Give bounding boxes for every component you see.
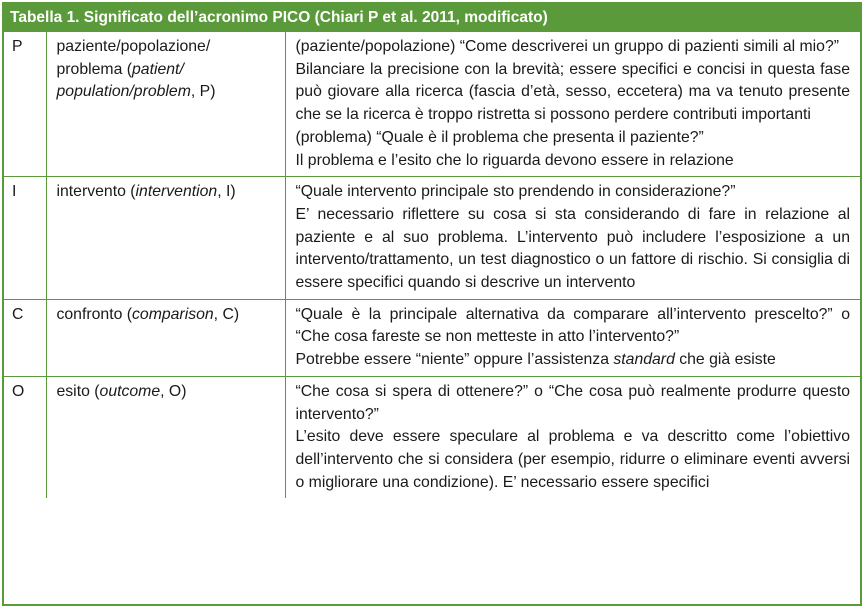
description-paragraph [296, 181, 851, 204]
row-letter: C [4, 299, 46, 376]
description-paragraph [296, 304, 851, 349]
description-paragraph [296, 349, 851, 372]
row-term [46, 376, 285, 498]
text-run: Bilanciare la precisione con la brevità; essere specifici e concisi in questa fase può giovare alla ricerca (fascia d’età, sesso, eccetera) ma va tenuto presente che se la ricerca è troppo ristretta si possono perdere contributi importanti [295, 60, 850, 124]
text-run: confronto ( [56, 305, 133, 323]
text-run: , I) [217, 183, 236, 201]
table-row [4, 177, 860, 300]
text-run: L’esito deve essere speculare al problema e va descritto come l’obiettivo dell’intervento che si considera (per esempio, ridurre o eliminare eventi avversi o migliorare una condizione). E’ necessario essere specifici [295, 428, 850, 491]
text-run: , C) [213, 305, 240, 323]
table-row [4, 299, 860, 376]
italic-text: comparison [132, 305, 214, 323]
row-letter: I [4, 177, 46, 300]
italic-text: intervention [135, 183, 218, 201]
text-run: intervento ( [56, 183, 136, 201]
row-term [46, 299, 285, 376]
table-caption: Tabella 1. Significato dell’acronimo PICO (Chiari P et al. 2011, modificato) [4, 4, 860, 32]
description-paragraph [296, 59, 851, 127]
pico-table [2, 2, 862, 606]
table-rows [4, 32, 860, 498]
text-run: che già esiste [674, 351, 776, 369]
table-row [4, 376, 860, 498]
description-paragraph [296, 426, 851, 494]
text-run: esito ( [56, 382, 100, 400]
row-description [285, 177, 860, 300]
italic-text: patient/ population/problem [56, 60, 191, 101]
row-term [46, 32, 285, 177]
text-run: “Che cosa si spera di ottenere?” o “Che cosa può realmente produrre questo intervento?” [295, 382, 850, 423]
description-paragraph [296, 127, 851, 150]
text-run: paziente/popolazione/ problema ( [56, 38, 211, 78]
description-paragraph [296, 150, 851, 173]
description-paragraph [296, 381, 851, 426]
row-description [285, 299, 860, 376]
row-letter: O [4, 376, 46, 498]
text-run: , O) [160, 382, 187, 400]
description-paragraph [296, 204, 851, 295]
row-description [285, 32, 860, 177]
table-row [4, 32, 860, 177]
pico-table-body [4, 32, 860, 498]
text-run: E’ necessario riflettere su cosa si sta considerando di fare in relazione al paziente e al suo problema. L’intervento può includere l’esposizione a un intervento/trattamento, un test diagnostico o un fattore di rischio. Si consiglia di essere specifici quando si descrive un intervento [295, 205, 850, 292]
italic-text: outcome [99, 382, 161, 400]
row-term [46, 177, 285, 300]
text-run: , P) [190, 83, 216, 101]
row-letter: P [12, 38, 23, 55]
text-run: “Quale è la principale alternativa da comparare all’intervento prescelto?” o “Che cosa fareste se non metteste in atto l’intervento?” [295, 305, 850, 346]
description-paragraph [296, 36, 851, 59]
text-run: (problema) “Quale è il problema che presenta il paziente?” [295, 128, 704, 146]
row-description [285, 376, 860, 498]
italic-text: standard [613, 351, 675, 369]
text-run: Potrebbe essere “niente” oppure l’assistenza [295, 351, 614, 369]
text-run: “Quale intervento principale sto prendendo in considerazione?” [295, 183, 736, 201]
text-run: Il problema e l’esito che lo riguarda devono essere in relazione [295, 151, 734, 169]
text-run: (paziente/popolazione) “Come descriverei un gruppo di pazienti simili al mio?” [295, 38, 840, 55]
